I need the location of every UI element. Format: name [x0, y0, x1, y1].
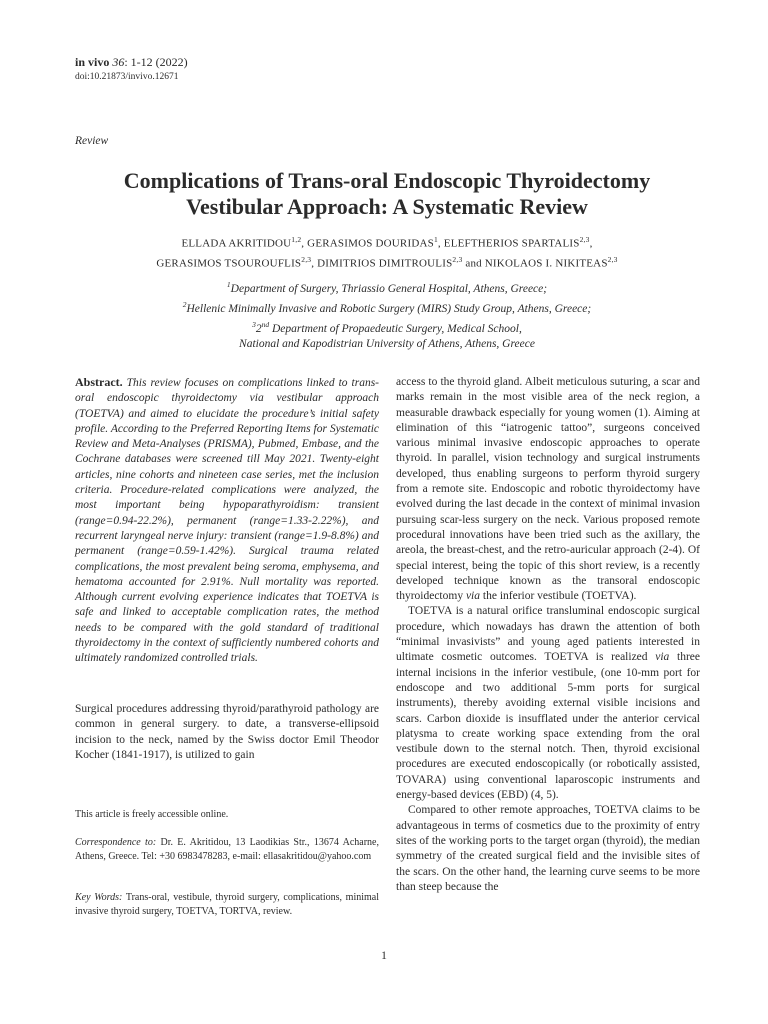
affiliation-4: National and Kapodistrian University of Athens, Athens, Greece: [239, 338, 535, 351]
free-access-note: This article is freely accessible online.: [75, 809, 229, 820]
affil-sup: 3: [252, 319, 256, 329]
title-line-1: Complications of Trans-oral Endoscopic Thyroidectomy: [123, 168, 651, 193]
keywords-text: Trans-oral, vestibule, thyroid surgery, complications, minimal invasive thyroid surgery, TOETVA, TORTVA, review.: [75, 892, 379, 917]
author-separator: ,: [589, 237, 593, 250]
abstract: [75, 375, 379, 667]
abstract-label: Abstract.: [75, 375, 123, 389]
paragraph-text: access to the thyroid gland. Albeit meticulous suturing, a scar and marks remain in the most visible area of the neck region, a measurable drawback especially for young women (1). Aiming at elimination of this “iatrogenic tattoo”, surgeons conceived various minimal invasive endoscopic approaches to operate thyroid. In parallel, vision technology and surgical instruments developed, thus enabling surgeons to perform thyroid surgery from a remote site. Endoscopic and robotic thyroidectomy have evolved during the last decade in the context of minimal invasion pursuing scar-less surgery on the neck. Various proposed remote procedural innovations have been tried such as the axillary, the areola, the breast-chest, and the retro-auricular approach (2-4). Of special interest, being the topic of this short review, is a recently developed technique known as the transoral endoscopic thyroidectomy: [396, 376, 700, 603]
author-affil-sup: 1,2: [291, 235, 302, 244]
paragraph-text: the inferior vestibule (TOETVA).: [480, 590, 637, 603]
italic-term: via: [655, 651, 670, 664]
author-affil-sup: 1: [433, 235, 438, 244]
correspondence: [75, 836, 379, 864]
affil-ordinal: nd: [261, 319, 270, 329]
body-paragraph: [396, 375, 700, 604]
article-type: Review: [75, 135, 109, 147]
body-paragraph: Compared to other remote approaches, TOETVA claims to be advantageous in terms of cosmetics due to the proximity of entry sites of the working ports to the target organ (thyroid), the median symmetry of the created surgical field and the invisible sites of the scars. On the other hand, the learning curve seems to be more than steep because the: [396, 804, 700, 893]
author-line-1: [75, 232, 699, 252]
article-title: [75, 168, 699, 220]
body-paragraph: [396, 604, 700, 803]
author-affil-sup: 2,3: [452, 254, 463, 264]
affil-text: Hellenic Minimally Invasive and Robotic Surgery (MIRS) Study Group, Athens, Greece;: [186, 302, 592, 315]
page-number: 1: [381, 950, 387, 962]
affiliations: [75, 277, 699, 352]
paragraph-text: three internal incisions in the inferior vestibule, (one 10-mm port for endoscope and two additional 5-mm ports for surgical instruments), thereby avoiding external visible incisions and scars. Carbon dioxide is insufflated under the anterior cervical platysma to create working space extending from the oral vestibule down to the sternal notch. Then, thyroid excisional procedures are executed endoscopically (or robotically assisted, TOVARA) using conventional laparoscopic instruments and energy-based devices (EBD) (4, 5).: [396, 651, 700, 802]
title-line-2: Vestibular Approach: A Systematic Review: [186, 194, 588, 219]
author-name: , GERASIMOS DOURIDAS: [301, 237, 434, 250]
author-name: , DIMITRIOS DIMITROULIS: [311, 257, 453, 270]
affiliation-2: [75, 297, 699, 317]
author-affil-sup: 2,3: [579, 235, 590, 244]
author-name: , ELEFTHERIOS SPARTALIS: [437, 237, 580, 250]
journal-name: in vivo: [75, 55, 110, 69]
keywords-label: Key Words:: [75, 892, 123, 903]
keywords: [75, 891, 379, 919]
italic-term: via: [465, 590, 481, 603]
journal-citation: [75, 55, 188, 70]
right-column: [396, 375, 700, 895]
correspondence-text: Dr. E. Akritidou, 13 Laodikias Str., 13674 Acharne, Athens, Greece. Tel: +30 6983478283, e-mail: ellasakritidou@yahoo.com: [75, 837, 379, 862]
journal-pages-year: : 1-12 (2022): [124, 55, 188, 69]
author-affil-sup: 2,3: [607, 254, 618, 264]
correspondence-label: Correspondence to:: [75, 837, 157, 848]
author-list: [75, 232, 699, 271]
paragraph-text: TOETVA is a natural orifice transluminal endoscopic surgical procedure, which nowadays has drawn the attention of both “minimal invasivists” and young aged patients interested in ultimate cosmetic outcomes. TOETVA is realized: [396, 605, 700, 664]
author-affil-sup: 2,3: [301, 254, 312, 264]
affiliation-3: [75, 317, 699, 337]
author-name: GERASIMOS TSOUROUFLIS: [156, 257, 302, 270]
author-name: and NIKOLAOS I. NIKITEAS: [462, 257, 608, 270]
affil-text: 2: [255, 322, 262, 335]
affil-text: Department of Propaedeutic Surgery, Medical School,: [269, 322, 522, 335]
affil-text: Department of Surgery, Thriassio General Hospital, Athens, Greece;: [230, 282, 548, 295]
author-line-2: [75, 252, 699, 272]
journal-volume: 36: [112, 55, 125, 69]
intro-paragraph-left: Surgical procedures addressing thyroid/parathyroid pathology are common in general surgery. to date, a transverse-ellipsoid incision to the neck, named by the Swiss doctor Emil Theodor Kocher (1841-1917), is utilized to gain: [75, 703, 379, 761]
abstract-text: This review focuses on complications linked to trans-oral endoscopic thyroidectomy via vestibular approach (TOETVA) and aimed to elucidate the procedure’s initial safety profile. According to the Preferred Reporting Items for Systematic Review and Meta-Analyses (PRISMA), Pubmed, Embase, and the Cochrane databases were screened till May 2021. Twenty-eight articles, nine cohorts and nineteen case series, met the inclusion criteria. Procedure-related complications were analyzed, the most important being hypoparathyroidism: transient (range=0.94-22.2%), permanent (range=1.33-2.22%), and recurrent laryngeal nerve injury: transient (range=1.9-8.8%) and permanent (range=0.59-1.42%). Surgical trauma related complications, the most prevalent being seroma, emphysema, and hematoma accounted for 2.91%. Null mortality was reported. Although current evolving experience indicates that TOETVA is safe and linked to acceptable complication rates, the method needs to be compared with the gold standard of traditional thyroidectomy in the context of sufficiently numbered cohorts and ultimately randomized controlled trials.: [75, 377, 379, 665]
author-name: ELLADA AKRITIDOU: [181, 237, 292, 250]
affil-sup: 1: [226, 280, 231, 289]
affil-sup: 2: [182, 299, 187, 309]
affiliation-1: [75, 277, 699, 297]
doi[interactable]: doi:10.21873/invivo.12671: [75, 72, 179, 82]
